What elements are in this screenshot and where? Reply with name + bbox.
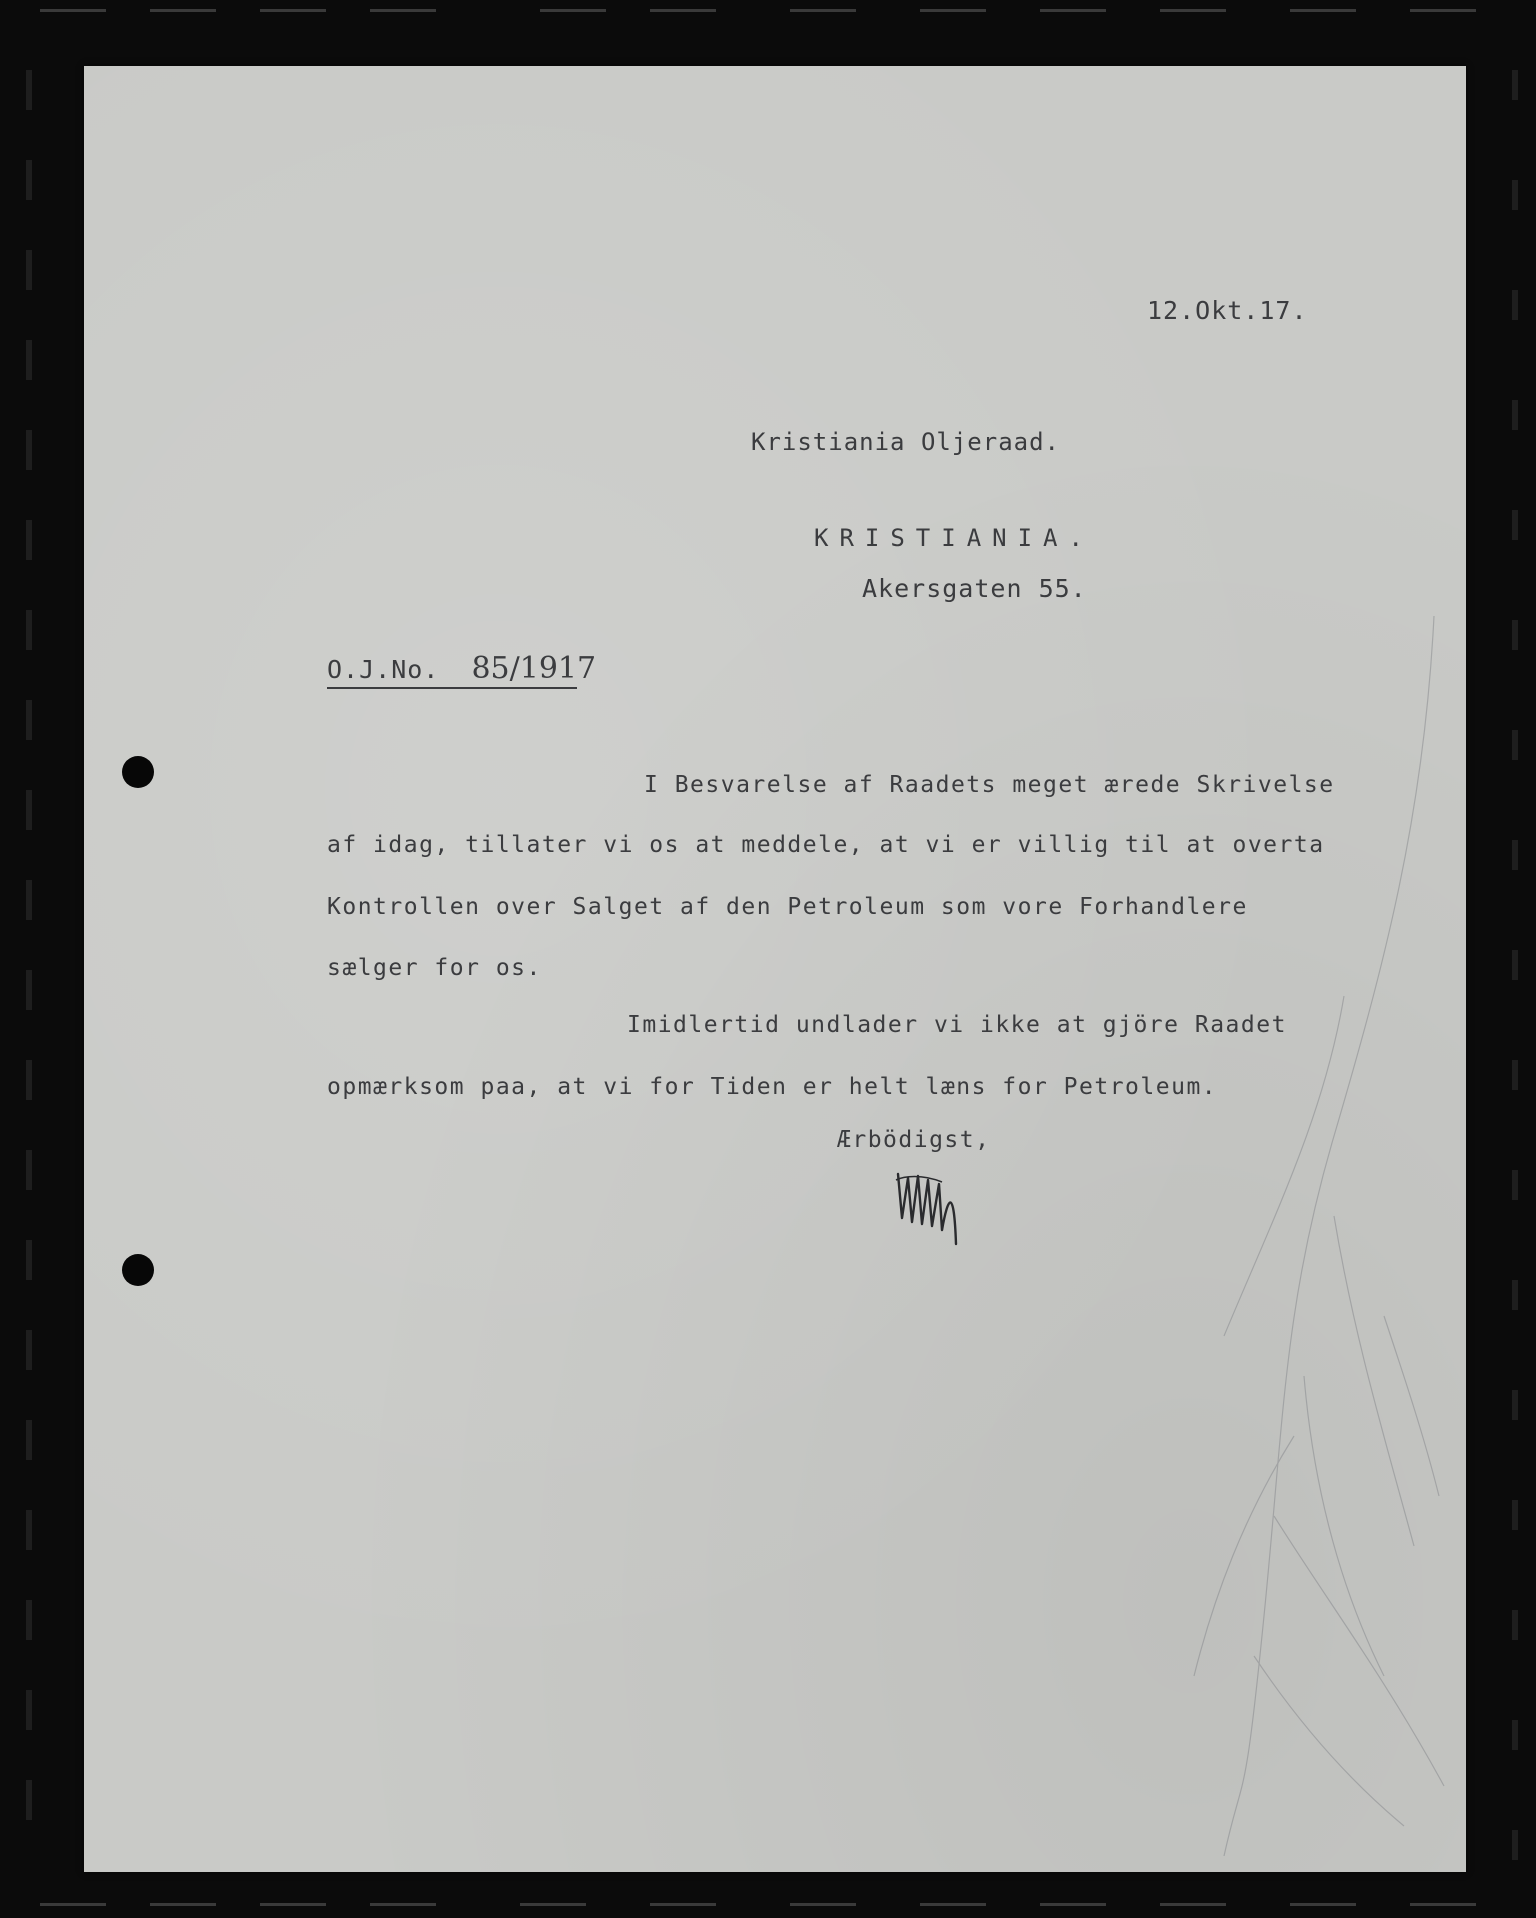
left-film-edge [26, 70, 32, 1870]
recipient-street: Akersgaten 55. [862, 574, 1087, 603]
closing-salutation: Ærbödigst, [837, 1127, 991, 1153]
body-line: I Besvarelse af Raadets meget ærede Skrivelse [644, 772, 1335, 798]
punch-hole-top [122, 756, 154, 788]
reference-number [327, 651, 597, 686]
recipient-city: KRISTIANIA. [814, 524, 1094, 552]
top-film-border [0, 4, 1536, 18]
body-line: Kontrollen over Salget af den Petroleum som vore Forhandlere [327, 894, 1248, 920]
body-line: opmærksom paa, at vi for Tiden er helt læns for Petroleum. [327, 1074, 1218, 1100]
punch-hole-bottom [122, 1254, 154, 1286]
reference-underline [327, 687, 577, 689]
recipient-name: Kristiania Oljeraad. [751, 428, 1060, 456]
reference-prefix: O.J.No. [327, 655, 440, 684]
body-line: af idag, tillater vi os at meddele, at vi er villig til at overta [327, 832, 1325, 858]
letter-page [84, 66, 1466, 1872]
reference-value: 85/1917 [471, 651, 597, 686]
body-line: Imidlertid undlader vi ikke at gjöre Raadet [627, 1012, 1287, 1038]
handwritten-signature [892, 1156, 962, 1246]
letter-date: 12.Okt.17. [1147, 296, 1308, 325]
bottom-film-border [0, 1898, 1536, 1912]
pencil-scribble-marks [1184, 616, 1454, 1856]
right-film-edge [1512, 70, 1518, 1870]
body-line: sælger for os. [327, 955, 542, 981]
